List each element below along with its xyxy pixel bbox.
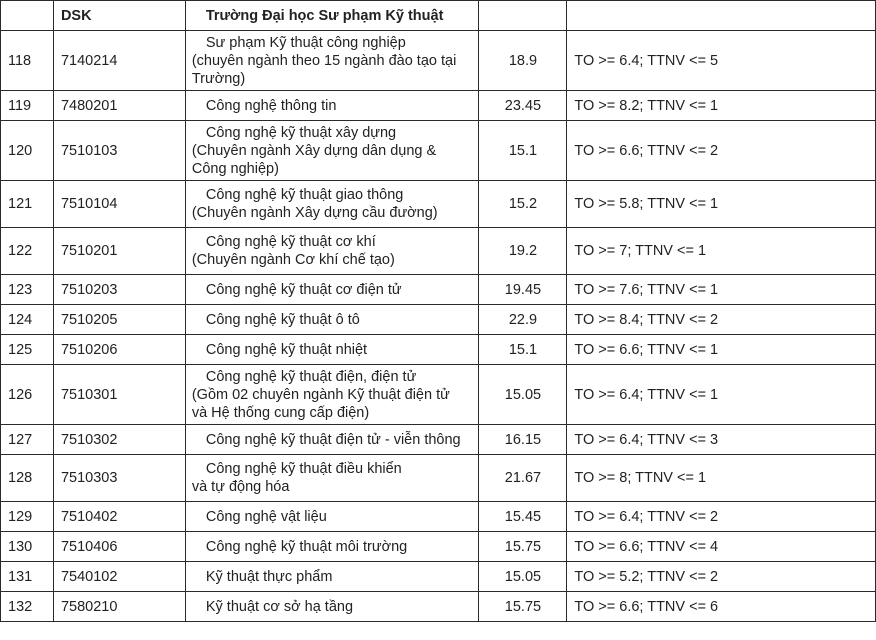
major-name-detail-line: và tự động hóa — [191, 479, 290, 495]
major-name — [185, 275, 479, 305]
header-row — [1, 1, 876, 31]
major-name — [185, 592, 479, 622]
major-code: 7510402 — [53, 502, 185, 532]
header-score — [479, 1, 567, 31]
tiebreak-criteria: TO >= 6.4; TTNV <= 3 — [567, 425, 876, 455]
major-code: 7480201 — [53, 91, 185, 121]
cutoff-score: 15.45 — [479, 502, 567, 532]
tiebreak-criteria: TO >= 6.4; TTNV <= 5 — [567, 31, 876, 91]
table-row — [1, 562, 876, 592]
major-name-detail-line: và Hệ thống cung cấp điện) — [191, 404, 370, 421]
row-number: 123 — [1, 275, 54, 305]
major-name-line: Công nghệ kỹ thuật cơ khí — [205, 234, 376, 250]
table-row — [1, 592, 876, 622]
tiebreak-criteria: TO >= 6.6; TTNV <= 1 — [567, 335, 876, 365]
major-name — [185, 91, 479, 121]
table-row — [1, 91, 876, 121]
major-name — [185, 335, 479, 365]
major-name — [185, 502, 479, 532]
cutoff-score: 15.2 — [479, 181, 567, 228]
major-name — [185, 365, 479, 425]
major-name — [185, 562, 479, 592]
major-name-line: Công nghệ kỹ thuật điều khiển — [205, 461, 402, 477]
table-row — [1, 335, 876, 365]
row-number: 132 — [1, 592, 54, 622]
major-name — [185, 532, 479, 562]
major-name — [185, 425, 479, 455]
row-number: 120 — [1, 121, 54, 181]
major-name-line: Công nghệ kỹ thuật xây dựng — [205, 124, 397, 141]
tiebreak-criteria: TO >= 6.6; TTNV <= 2 — [567, 121, 876, 181]
cutoff-score: 22.9 — [479, 305, 567, 335]
major-name-detail-line: Công nghiệp) — [191, 160, 279, 177]
major-name — [185, 181, 479, 228]
header-university: Trường Đại học Sư phạm Kỹ thuật — [185, 1, 479, 31]
major-code: 7510201 — [53, 228, 185, 275]
tiebreak-criteria: TO >= 6.6; TTNV <= 4 — [567, 532, 876, 562]
cutoff-score: 15.75 — [479, 592, 567, 622]
major-name-line: Công nghệ kỹ thuật môi trường — [205, 538, 408, 555]
major-code: 7510205 — [53, 305, 185, 335]
table-row — [1, 121, 876, 181]
table-row — [1, 455, 876, 502]
table-row — [1, 228, 876, 275]
table-row — [1, 532, 876, 562]
cutoff-score: 16.15 — [479, 425, 567, 455]
major-name-line: Công nghệ kỹ thuật nhiệt — [205, 341, 368, 358]
tiebreak-criteria: TO >= 7.6; TTNV <= 1 — [567, 275, 876, 305]
table-row — [1, 425, 876, 455]
major-code: 7510302 — [53, 425, 185, 455]
cutoff-score: 18.9 — [479, 31, 567, 91]
cutoff-score: 19.2 — [479, 228, 567, 275]
header-dsk: DSK — [53, 1, 185, 31]
major-code: 7540102 — [53, 562, 185, 592]
major-code: 7510203 — [53, 275, 185, 305]
tiebreak-criteria: TO >= 6.6; TTNV <= 6 — [567, 592, 876, 622]
cutoff-score: 15.1 — [479, 335, 567, 365]
major-name-line: Kỹ thuật thực phẩm — [205, 568, 333, 585]
row-number: 130 — [1, 532, 54, 562]
major-name-line: Công nghệ thông tin — [205, 97, 337, 114]
table-row — [1, 365, 876, 425]
major-code: 7510303 — [53, 455, 185, 502]
major-name-detail-line: (Chuyên ngành Cơ khí chế tạo) — [191, 252, 395, 268]
cutoff-score: 15.05 — [479, 365, 567, 425]
table-row — [1, 502, 876, 532]
major-name — [185, 31, 479, 91]
tiebreak-criteria: TO >= 6.4; TTNV <= 2 — [567, 502, 876, 532]
major-name-detail-line: (Chuyên ngành Xây dựng dân dụng & — [191, 142, 437, 159]
tiebreak-criteria: TO >= 8; TTNV <= 1 — [567, 455, 876, 502]
major-name-line: Công nghệ vật liệu — [205, 508, 327, 525]
row-number: 124 — [1, 305, 54, 335]
header-criteria — [567, 1, 876, 31]
table-row — [1, 181, 876, 228]
cutoff-score: 19.45 — [479, 275, 567, 305]
cutoff-score: 15.75 — [479, 532, 567, 562]
major-name-line: Công nghệ kỹ thuật giao thông — [205, 187, 404, 203]
major-name — [185, 228, 479, 275]
tiebreak-criteria: TO >= 5.2; TTNV <= 2 — [567, 562, 876, 592]
tiebreak-criteria: TO >= 8.2; TTNV <= 1 — [567, 91, 876, 121]
major-code: 7510206 — [53, 335, 185, 365]
cutoff-score: 21.67 — [479, 455, 567, 502]
cutoff-score: 15.05 — [479, 562, 567, 592]
major-name-detail-line: Trường) — [191, 70, 246, 87]
major-name-detail-line: (chuyên ngành theo 15 ngành đào tạo tại — [191, 52, 457, 69]
major-code: 7510103 — [53, 121, 185, 181]
row-number: 125 — [1, 335, 54, 365]
table-row — [1, 31, 876, 91]
major-name-line: Kỹ thuật cơ sở hạ tầng — [205, 598, 354, 615]
cutoff-score: 15.1 — [479, 121, 567, 181]
table-body — [1, 31, 876, 622]
row-number: 126 — [1, 365, 54, 425]
row-number: 119 — [1, 91, 54, 121]
table-row — [1, 305, 876, 335]
row-number: 121 — [1, 181, 54, 228]
row-number: 128 — [1, 455, 54, 502]
tiebreak-criteria: TO >= 6.4; TTNV <= 1 — [567, 365, 876, 425]
major-name-detail-line: (Chuyên ngành Xây dựng cầu đường) — [191, 205, 438, 221]
major-name — [185, 455, 479, 502]
header-stt — [1, 1, 54, 31]
tiebreak-criteria: TO >= 8.4; TTNV <= 2 — [567, 305, 876, 335]
major-code: 7510104 — [53, 181, 185, 228]
major-name-line: Công nghệ kỹ thuật cơ điện tử — [205, 281, 402, 298]
major-code: 7580210 — [53, 592, 185, 622]
row-number: 122 — [1, 228, 54, 275]
row-number: 127 — [1, 425, 54, 455]
tiebreak-criteria: TO >= 7; TTNV <= 1 — [567, 228, 876, 275]
major-code: 7140214 — [53, 31, 185, 91]
major-name-line: Công nghệ kỹ thuật điện, điện tử — [205, 368, 417, 385]
major-name — [185, 305, 479, 335]
row-number: 129 — [1, 502, 54, 532]
major-code: 7510406 — [53, 532, 185, 562]
row-number: 131 — [1, 562, 54, 592]
major-name-line: Công nghệ kỹ thuật ô tô — [205, 311, 360, 328]
major-name-line: Công nghệ kỹ thuật điện tử - viễn thông — [205, 431, 461, 448]
cutoff-score: 23.45 — [479, 91, 567, 121]
major-name-detail-line: (Gồm 02 chuyên ngành Kỹ thuật điện tử — [191, 386, 450, 403]
major-name — [185, 121, 479, 181]
major-name-line: Sư phạm Kỹ thuật công nghiệp — [205, 34, 406, 51]
table-row — [1, 275, 876, 305]
major-code: 7510301 — [53, 365, 185, 425]
tiebreak-criteria: TO >= 5.8; TTNV <= 1 — [567, 181, 876, 228]
row-number: 118 — [1, 31, 54, 91]
